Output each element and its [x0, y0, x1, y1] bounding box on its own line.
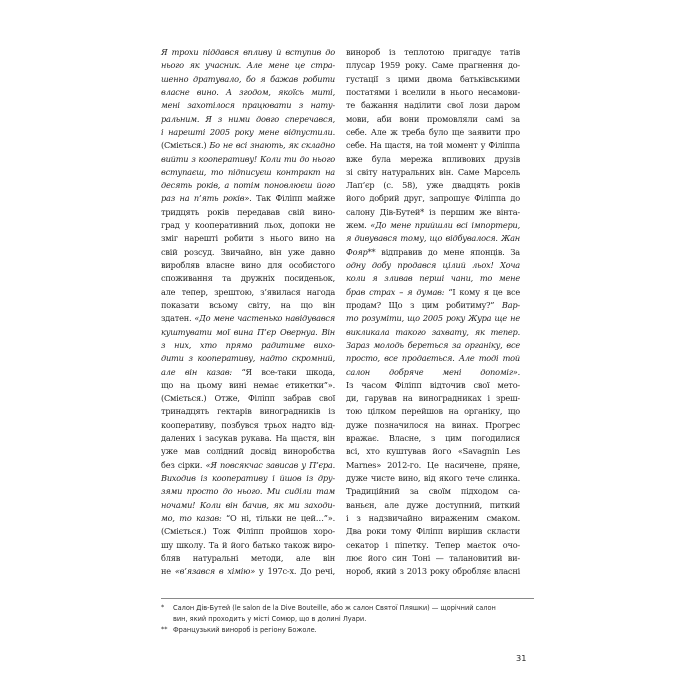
text-line: [161, 259, 335, 272]
text-line: [346, 299, 520, 312]
text-line: [346, 326, 520, 339]
text-line: [161, 192, 335, 205]
text-segment: (Сміється.) Отже, Філіпп забрав свої: [161, 393, 335, 404]
text-segment: без сірки.: [161, 459, 206, 470]
text-segment: уже мав солідний досвід виноробства: [161, 446, 335, 457]
text-segment: Лап’єр (с. 58), уже двадцять років: [346, 180, 520, 191]
text-line: [346, 312, 520, 325]
text-line: [161, 512, 335, 525]
text-line: [346, 379, 520, 392]
italic-segment: зями просто до нього. Ми сиділи там: [161, 486, 335, 497]
italic-segment: Фояр: [346, 246, 368, 257]
text-line: [161, 232, 335, 245]
text-segment: Традиційний за своїм підходом са-: [346, 486, 520, 497]
text-line: [346, 73, 520, 86]
text-line: [161, 153, 335, 166]
text-segment: зміг нарешті робити з нього вино на: [161, 233, 335, 244]
text-segment: але тепер, зрештою, з’явилася нагода: [161, 286, 335, 297]
text-segment: Із часом Філіпп відточив свої мето-: [346, 379, 520, 390]
text-line: [161, 59, 335, 72]
text-line: [346, 139, 520, 152]
italic-segment: вийти з кооперативу! Коли ти до нього: [161, 153, 335, 164]
footnote-line: вин, який проходить у місті Сомюр, що в долині Луари.: [173, 615, 367, 623]
text-line: [161, 46, 335, 59]
text-segment: споживання та дружніх посиденьок,: [161, 273, 335, 284]
text-segment: те бажання наділити свої лози даром: [346, 100, 520, 111]
text-line: [161, 246, 335, 259]
text-segment: (Сміється.) Тож Філіпп пройшов хоро-: [161, 526, 335, 537]
text-segment: ваньєн, але дуже доступний, питкий: [346, 499, 520, 510]
text-line: [346, 472, 520, 485]
text-line: [161, 419, 335, 432]
text-line: [346, 179, 520, 192]
italic-segment: але він казав:: [161, 366, 242, 377]
text-line: [161, 485, 335, 498]
italic-segment: ральним. Я з ними довго сперечався,: [161, 113, 335, 124]
text-line: [161, 392, 335, 405]
italic-segment: то розуміти, що 2005 року Жура ще не: [346, 313, 520, 324]
italic-segment: нього як учасник. Але мене це стра-: [161, 60, 335, 71]
text-segment: тою цілком перейшов на органіку, що: [346, 406, 520, 417]
text-segment: секатор і піпетку. Тепер маєток очо-: [346, 539, 520, 550]
text-line: [161, 352, 335, 365]
text-segment: “О ні, тільки не цей…”».: [226, 512, 335, 523]
italic-segment: брав страх – я думав:: [346, 286, 445, 297]
text-line: [346, 192, 520, 205]
text-column-right: [346, 46, 520, 579]
text-segment: вражає. Власне, з цим погодилися: [346, 433, 520, 444]
footnotes: [161, 603, 534, 636]
text-segment: Marnes» 2012-го. Це насичене, пряне,: [346, 459, 520, 470]
text-line: [161, 379, 335, 392]
text-line: [346, 539, 520, 552]
text-line: [161, 539, 335, 552]
text-line: [161, 166, 335, 179]
text-line: [161, 139, 335, 152]
italic-segment: дити з кооперативу, надто скромний,: [161, 353, 335, 364]
text-segment: у 197с-х. До речі,: [255, 566, 336, 577]
italic-segment: власне вино. А згодом, якоїсь миті,: [161, 86, 335, 97]
text-segment: нороб, який з 2013 року обробляє власні: [346, 566, 520, 577]
text-line: [161, 459, 335, 472]
text-column-left: [161, 46, 335, 579]
text-segment: ** відправив до мене японців. За: [367, 246, 520, 257]
text-segment: себе. Але ж треба було ще заявити про: [346, 126, 520, 137]
italic-segment: салон добряче мені допоміг».: [346, 366, 520, 377]
italic-segment: Вар-: [501, 299, 520, 310]
footnote-marker: *: [161, 603, 165, 611]
italic-segment: мо, то казав:: [161, 512, 227, 523]
text-line: [346, 512, 520, 525]
text-segment: тринадцять гектарів виноградників із: [161, 406, 335, 417]
italic-segment: з них, хто прямо радитиме вихо-: [161, 339, 335, 350]
footnote-marker: **: [161, 625, 168, 633]
text-line: [161, 206, 335, 219]
italic-segment: Бо не всі знають, як складно: [209, 140, 335, 151]
text-line: [161, 219, 335, 232]
text-segment: показати всьому світу, на що він: [161, 299, 335, 310]
italic-segment: коли я зливав перші чани, то мене: [346, 273, 520, 284]
text-segment: “І кому я це все: [444, 286, 520, 297]
italic-segment: «в’язався в хімію»: [174, 566, 256, 577]
text-line: [346, 392, 520, 405]
text-segment: * із першим же вінта-: [420, 206, 521, 217]
text-segment: лює його син Тоні — талановитий ви-: [346, 552, 520, 563]
text-segment: “Я все-таки шкода,: [241, 366, 335, 377]
italic-segment: ночами! Коли він бачив, як ми заходи-: [161, 499, 335, 510]
text-line: [346, 126, 520, 139]
text-line: [346, 286, 520, 299]
text-line: [161, 312, 335, 325]
text-line: [161, 99, 335, 112]
text-line: [161, 326, 335, 339]
italic-segment: «До мене прийшли всі імпортери,: [370, 220, 521, 231]
italic-segment: раз на п’ять років».: [161, 193, 252, 204]
footnote: [161, 603, 534, 625]
text-line: [161, 445, 335, 458]
text-line: [346, 352, 520, 365]
text-line: [346, 113, 520, 126]
text-line: [161, 432, 335, 445]
text-segment: Два роки тому Філіпп вирішив скласти: [346, 526, 520, 537]
text-segment: тридцять років передавав свій вино-: [161, 206, 335, 217]
italic-segment: просто, все продається. Але тоді той: [346, 353, 520, 364]
italic-segment: і нарешті 2005 року мене відпустили.: [161, 126, 335, 137]
text-line: [346, 99, 520, 112]
text-segment: його добрий друг, запрошує Філіппа до: [346, 193, 520, 204]
text-segment: мови, аби вони промовляли самі за: [346, 113, 520, 124]
italic-segment: десять років, а потім поновлюєш його: [161, 180, 335, 191]
italic-segment: вступаєш, то підписуєш контракт на: [161, 166, 335, 177]
text-line: [161, 126, 335, 139]
text-line: [161, 272, 335, 285]
text-line: [346, 153, 520, 166]
text-line: [346, 459, 520, 472]
footnote: [161, 625, 534, 636]
text-line: [346, 419, 520, 432]
text-line: [346, 219, 520, 232]
page-number: 31: [516, 653, 527, 663]
text-line: [161, 525, 335, 538]
italic-segment: «Я повсякчас зависав у П’єра.: [205, 459, 336, 470]
text-segment: ди, гарував на виноградниках і зреш-: [346, 393, 520, 404]
text-segment: шу школу. Та й його батько також виро-: [161, 539, 335, 550]
text-segment: дуже позначилося на винах. Прогрес: [346, 419, 520, 430]
footnote-line: Салон Дів-Бутей (le salon de la Dive Bouteille, або ж салон Святої Пляшки) — щорічний салон: [173, 604, 496, 612]
text-line: [346, 59, 520, 72]
text-line: [346, 86, 520, 99]
text-segment: густації з цими двома батьківськими: [346, 73, 520, 84]
text-segment: виробляв власне вино для особистого: [161, 260, 335, 270]
text-line: [346, 432, 520, 445]
text-line: [161, 405, 335, 418]
text-segment: плусар 1959 року. Саме прагнення до-: [346, 60, 520, 71]
text-segment: що на цьому вині немає етикетки”».: [161, 379, 335, 390]
text-line: [346, 259, 520, 272]
italic-segment: «До мене частенько навідувався: [194, 313, 335, 324]
text-line: [346, 366, 520, 379]
text-segment: продам? Що з цим робитиму?”: [346, 299, 502, 310]
text-line: [346, 552, 520, 565]
text-segment: далених і засукав рукава. На щастя, він: [161, 433, 335, 444]
text-line: [161, 472, 335, 485]
text-segment: кооперативу, позбувся трьох надто від-: [161, 419, 335, 430]
text-line: [161, 366, 335, 379]
italic-segment: Я трохи піддався впливу й вступив до: [161, 47, 335, 57]
italic-segment: мені захотілося працювати з нату-: [161, 100, 335, 111]
text-line: [161, 565, 335, 578]
text-line: [346, 339, 520, 352]
text-line: [346, 485, 520, 498]
text-line: [161, 179, 335, 192]
text-line: [346, 46, 520, 59]
italic-segment: куштувати мої вина П’єр Овернуа. Він: [161, 326, 335, 337]
footnote-line: Французький винороб із регіону Божоле.: [173, 626, 317, 634]
text-line: [346, 565, 520, 578]
text-segment: град у кооперативний льох, допоки не: [161, 220, 335, 231]
text-segment: жем.: [346, 220, 371, 231]
text-line: [346, 445, 520, 458]
text-segment: свій розсуд. Звичайно, він уже давно: [161, 246, 335, 257]
text-segment: зі світу натуральних він. Саме Марсель: [346, 166, 520, 177]
text-line: [346, 499, 520, 512]
text-line: [346, 232, 520, 245]
text-line: [161, 499, 335, 512]
text-segment: здатен.: [161, 313, 195, 324]
text-segment: (Сміється.): [161, 140, 210, 151]
text-segment: салону Дів-Бутей: [346, 206, 421, 217]
text-line: [161, 299, 335, 312]
text-line: [346, 206, 520, 219]
text-segment: дуже чисте вино, від якого тече слинка.: [346, 473, 520, 483]
italic-segment: шенно дратувало, бо я бажав робити: [161, 73, 335, 84]
text-segment: бляв натуральні методи, але він: [161, 552, 335, 563]
text-line: [161, 73, 335, 86]
italic-segment: одну добу продався цілий льох! Хоча: [346, 260, 520, 270]
text-line: [161, 339, 335, 352]
text-segment: вже була мережа впливових друзів: [346, 153, 520, 164]
text-segment: себе. На щастя, на той момент у Філіппа: [346, 140, 520, 151]
text-line: [161, 113, 335, 126]
text-segment: постатями і вселили в нього несамови-: [346, 86, 520, 97]
italic-segment: викликала такого захвату, як тепер.: [346, 326, 520, 337]
italic-segment: Виходив із кооперативу і йшов із дру-: [161, 473, 335, 483]
text-line: [346, 272, 520, 285]
italic-segment: Зараз молодь береться за органіку, все: [346, 339, 520, 350]
text-line: [161, 86, 335, 99]
text-line: [346, 525, 520, 538]
text-line: [161, 286, 335, 299]
text-segment: винороб із теплотою пригадує татів: [346, 47, 520, 57]
text-segment: всі, хто куштував його «Savagnin Les: [346, 446, 520, 457]
text-segment: не: [161, 566, 175, 577]
footnote-separator: [161, 598, 534, 599]
text-segment: Так Філіпп майже: [251, 193, 335, 204]
text-line: [346, 166, 520, 179]
text-line: [161, 552, 335, 565]
text-segment: і з надзвичайно вираженим смаком.: [346, 512, 520, 523]
text-line: [346, 246, 520, 259]
text-line: [346, 405, 520, 418]
italic-segment: я дивувався тому, що відбувалося. Жан: [346, 233, 520, 244]
